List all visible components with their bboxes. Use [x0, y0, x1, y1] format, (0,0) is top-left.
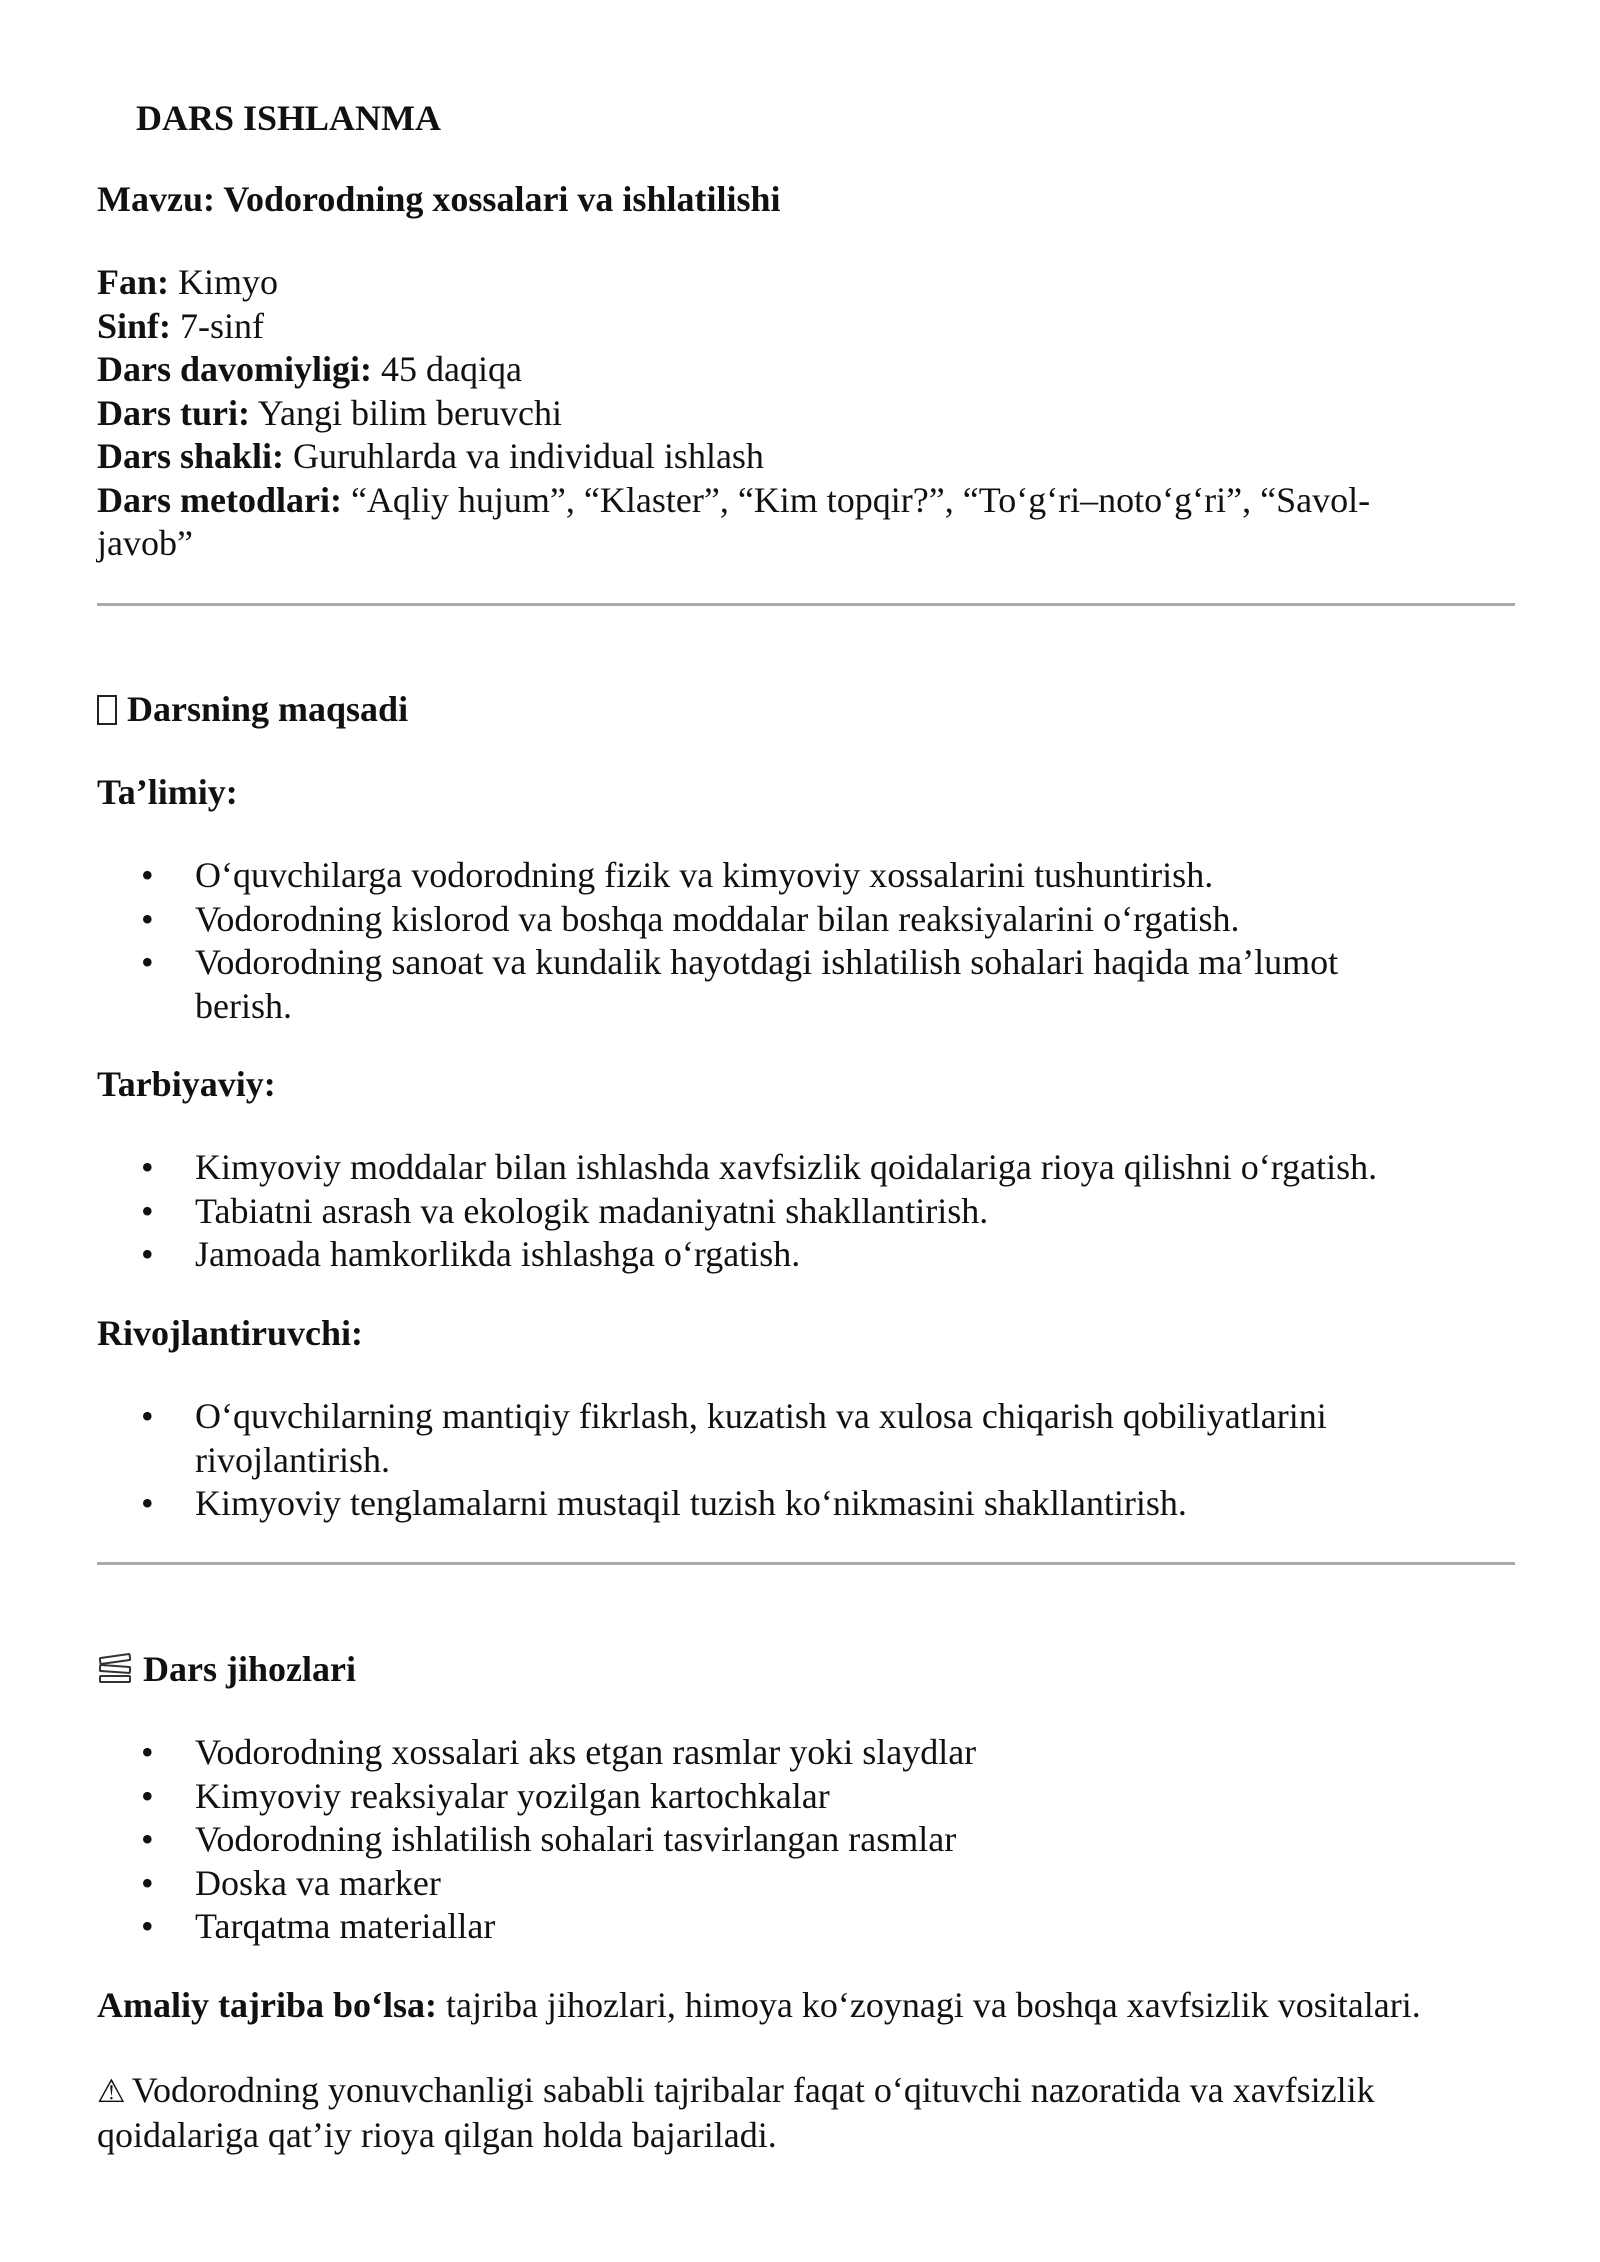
meta-value: “Aqliy hujum”, “Klaster”, “Kim topqir?”, “To‘g‘ri–noto‘g‘ri”, “Savol- — [341, 479, 1371, 520]
lesson-meta — [97, 261, 1515, 566]
meta-lesson-form — [97, 435, 1515, 479]
practical-text: tajriba jihozlari, himoya ko‘zoynagi va boshqa xavfsizlik vositalari. — [436, 1985, 1421, 2025]
meta-value: Yangi bilim beruvchi — [249, 392, 562, 433]
list-item: • O‘quvchilarning mantiqiy fikrlash, kuzatish va xulosa chiqarish qobiliyatlarini — [97, 1395, 1515, 1439]
section-divider — [97, 1562, 1515, 1565]
equipment-heading-text: Dars jihozlari — [143, 1649, 356, 1689]
meta-value: Kimyo — [169, 262, 279, 302]
meta-methods-continued — [97, 522, 1515, 566]
list-item-continuation: rivojlantirish. — [195, 1439, 390, 1480]
meta-value: 45 daqiqa — [372, 349, 522, 389]
lesson-topic: Mavzu: Vodorodning xossalari va ishlatilishi — [97, 179, 781, 219]
list-item: • Jamoada hamkorlikda ishlashga o‘rgatish. — [97, 1233, 1515, 1277]
section-divider — [97, 603, 1515, 606]
equipment-heading — [97, 1648, 356, 1692]
developmental-goals-list — [97, 1395, 1515, 1526]
upbringing-goals-list — [97, 1146, 1515, 1277]
developmental-goals-heading: Rivojlantiruvchi: — [97, 1313, 363, 1353]
document-title: DARS ISHLANMA — [136, 98, 442, 138]
list-item: • Kimyoviy tenglamalarni mustaqil tuzish ko‘nikmasini shakllantirish. — [97, 1482, 1515, 1526]
meta-methods — [97, 479, 1515, 523]
safety-warning — [97, 2069, 1537, 2157]
list-item: • Vodorodning ishlatilish sohalari tasvirlangan rasmlar — [97, 1818, 1515, 1862]
warning-line-1: Vodorodning yonuvchanligi sababli tajribalar faqat o‘qituvchi nazoratida va xavfsizlik — [131, 2070, 1375, 2110]
goals-heading-text: Darsning maqsadi — [127, 689, 409, 729]
meta-lesson-type — [97, 392, 1515, 436]
meta-label: Dars metodlari: — [97, 479, 342, 520]
meta-label: Sinf: — [97, 305, 172, 346]
meta-value: 7-sinf — [171, 305, 265, 346]
meta-subject — [97, 261, 1515, 305]
list-item: • Vodorodning kislorod va boshqa moddalar bilan reaksiyalarini o‘rgatish. — [97, 898, 1515, 942]
educational-goals-heading: Ta’limiy: — [97, 772, 238, 812]
meta-label: Fan: — [97, 262, 169, 302]
books-icon — [97, 1653, 133, 1685]
list-item: • Doska va marker — [97, 1862, 1515, 1906]
meta-value: javob” — [97, 523, 193, 563]
practical-label: Amaliy tajriba bo‘lsa: — [97, 1985, 437, 2025]
meta-duration — [97, 348, 1515, 392]
warning-icon: ⚠ — [97, 2072, 126, 2110]
list-item: • Tarqatma materiallar — [97, 1905, 1515, 1949]
warning-line-2: qoidalariga qat’iy rioya qilgan holda bajariladi. — [97, 2114, 777, 2155]
list-item: • Tabiatni asrash va ekologik madaniyatni shakllantirish. — [97, 1190, 1515, 1234]
meta-label: Dars shakli: — [97, 436, 285, 476]
upbringing-goals-heading: Tarbiyaviy: — [97, 1064, 276, 1104]
meta-label: Dars turi: — [97, 392, 250, 433]
list-item: • O‘quvchilarga vodorodning fizik va kimyoviy xossalarini tushuntirish. — [97, 854, 1515, 898]
missing-glyph-box-icon — [97, 695, 117, 725]
meta-grade — [97, 305, 1515, 349]
list-item-continuation: berish. — [195, 985, 292, 1026]
list-item: • Kimyoviy moddalar bilan ishlashda xavfsizlik qoidalariga rioya qilishni o‘rgatish. — [97, 1146, 1515, 1190]
meta-value: Guruhlarda va individual ishlash — [284, 436, 764, 476]
meta-label: Dars davomiyligi: — [97, 349, 372, 389]
equipment-list — [97, 1731, 1515, 1949]
goals-heading — [97, 688, 408, 732]
educational-goals-list — [97, 854, 1515, 1028]
practical-experiment-note — [97, 1984, 1537, 2028]
list-item: • Vodorodning xossalari aks etgan rasmlar yoki slaydlar — [97, 1731, 1515, 1775]
list-item: • Vodorodning sanoat va kundalik hayotdagi ishlatilish sohalari haqida ma’lumot — [97, 941, 1515, 985]
list-item: • Kimyoviy reaksiyalar yozilgan kartochkalar — [97, 1775, 1515, 1819]
